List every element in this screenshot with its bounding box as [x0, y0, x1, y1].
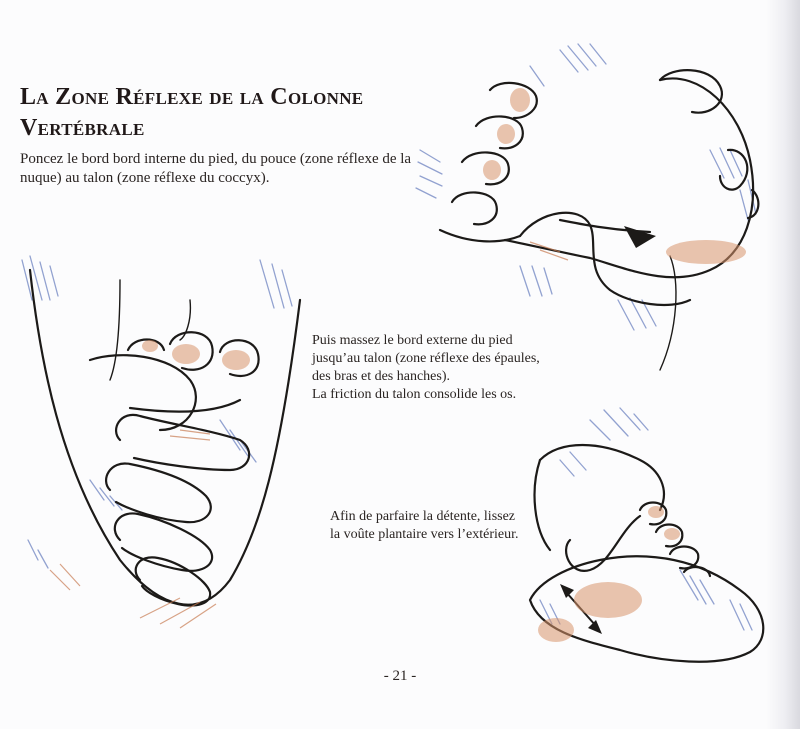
blue-shading-3	[540, 408, 752, 630]
page-number: - 21 -	[383, 668, 417, 684]
illustration-hand-grip-foot	[10, 240, 310, 640]
foot-outline-2	[30, 270, 300, 605]
caption-2-line-4: La friction du talon consolide les os.	[312, 387, 517, 402]
caption-2-line-1: Puis massez le bord externe du pied	[312, 333, 513, 348]
hand-outline-3	[540, 445, 664, 510]
title-line-1: La Zone Réflexe de la Colonne	[20, 84, 364, 110]
title-line-2: Vertébrale	[20, 115, 145, 141]
illustration-smoothing-arch	[500, 400, 780, 680]
caption-2-line-2: jusqu’au talon (zone réflexe des épaules,	[312, 351, 540, 366]
caption-3-line-1: Afin de parfaire la détente, lissez	[330, 509, 516, 524]
blue-shading-2	[22, 256, 292, 568]
caption-outer-edge	[312, 332, 552, 404]
blue-shading-1	[416, 44, 756, 330]
page-title	[20, 82, 440, 144]
caption-3-line-2: la voûte plantaire vers l’extérieur.	[330, 527, 519, 542]
intro-paragraph: Poncez le bord bord interne du pied, du pouce (zone réflexe de la nuque) au talon (zone réflexe du coccyx).	[20, 151, 412, 186]
caption-2-line-3: des bras et des hanches).	[312, 369, 451, 384]
direction-arrow-icon	[624, 226, 656, 248]
